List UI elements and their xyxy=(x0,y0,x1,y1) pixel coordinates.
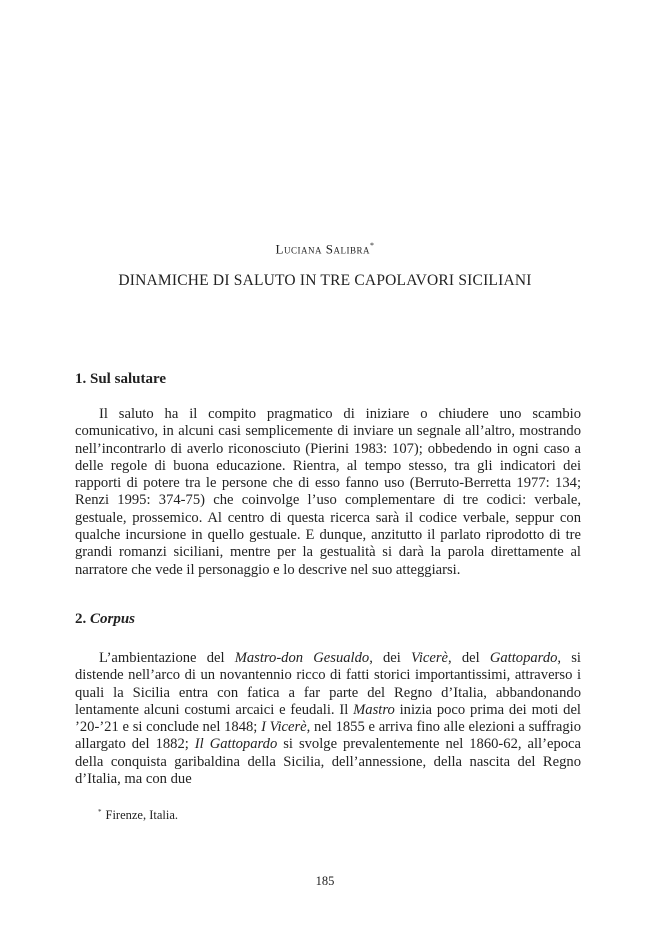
section-1-paragraph: Il saluto ha il compito pragmatico di iniziare o chiudere uno scambio comunicativo, in alcuni casi semplicemente di inviare un segnale all’altro, mostrando nell’incontrarlo di averlo riconosciuto (Pierini 1983: 107); obbedendo in ogni caso a delle regole di buona educazione. Rientra, al tempo stesso, tra gli indicatori dei rapporti di potere tra le persone che di esso fanno uso (Berruto-Berretta 1977: 134; Renzi 1995: 374-75) che coinvolge l’uso complementare di tre codici: verbale, gestuale, prossemico. Al centro di questa ricerca sarà il codice verbale, seppur con qualche incursione in quello gestuale. E dunque, anzitutto il parlato riprodotto di tre grandi romanzi siciliani, mentre per la gestualità si darà la parola direttamente al narratore che vede il personaggio e lo descrive nel suo atteggiarsi. xyxy=(75,406,581,578)
book-title: Vicerè xyxy=(411,650,449,666)
footnote xyxy=(98,808,178,823)
section-heading-2-number: 2. xyxy=(75,611,87,627)
section-heading-1: 1. Sul salutare xyxy=(75,371,166,387)
para-text: , del xyxy=(448,650,490,666)
book-title: Mastro-don Gesualdo xyxy=(234,650,370,666)
para-text: si svolge prevalentemente nel 1860-62, all’epoca della conquista garibaldina della Sicilia, dell’annessione, della nascita del Regno d’Italia, ma con due xyxy=(75,736,581,788)
book-title: Mastro xyxy=(353,701,395,718)
footnote-text: Firenze, Italia. xyxy=(105,808,179,823)
section-heading-2 xyxy=(75,611,135,628)
section-heading-2-word: Corpus xyxy=(90,611,136,627)
para-text: , dei xyxy=(369,650,412,666)
book-title: Il Gattopardo xyxy=(194,736,278,753)
footnote-marker: * xyxy=(98,808,102,816)
author-footnote-marker: * xyxy=(369,241,375,250)
page-number: 185 xyxy=(315,874,335,888)
para-text: , nel 1855 e arriva fino alle elezioni a suffragio allargato del 1882; xyxy=(75,719,581,753)
author-name-text: Luciana Salibra xyxy=(275,241,370,257)
para-text: L’ambientazione del xyxy=(99,650,235,666)
author-name xyxy=(0,241,650,257)
para-text: , si distende nell’arco di un novantennio ricco di fatti storici importantissimi, attraverso i quali la Sicilia entra con fatica a far parte del Regno d’Italia, abbandonando lentamente alcuni costumi arcaici e feudali. Il xyxy=(75,650,581,718)
article-title: DINAMICHE DI SALUTO IN TRE CAPOLAVORI SICILIANI xyxy=(118,272,532,289)
book-title: I Vicerè xyxy=(261,719,307,736)
book-title: Gattopardo xyxy=(489,650,558,666)
para-text: inizia poco prima dei moti del ’20-’21 e si conclude nel 1848; xyxy=(75,701,581,736)
section-2-paragraph xyxy=(75,650,581,788)
